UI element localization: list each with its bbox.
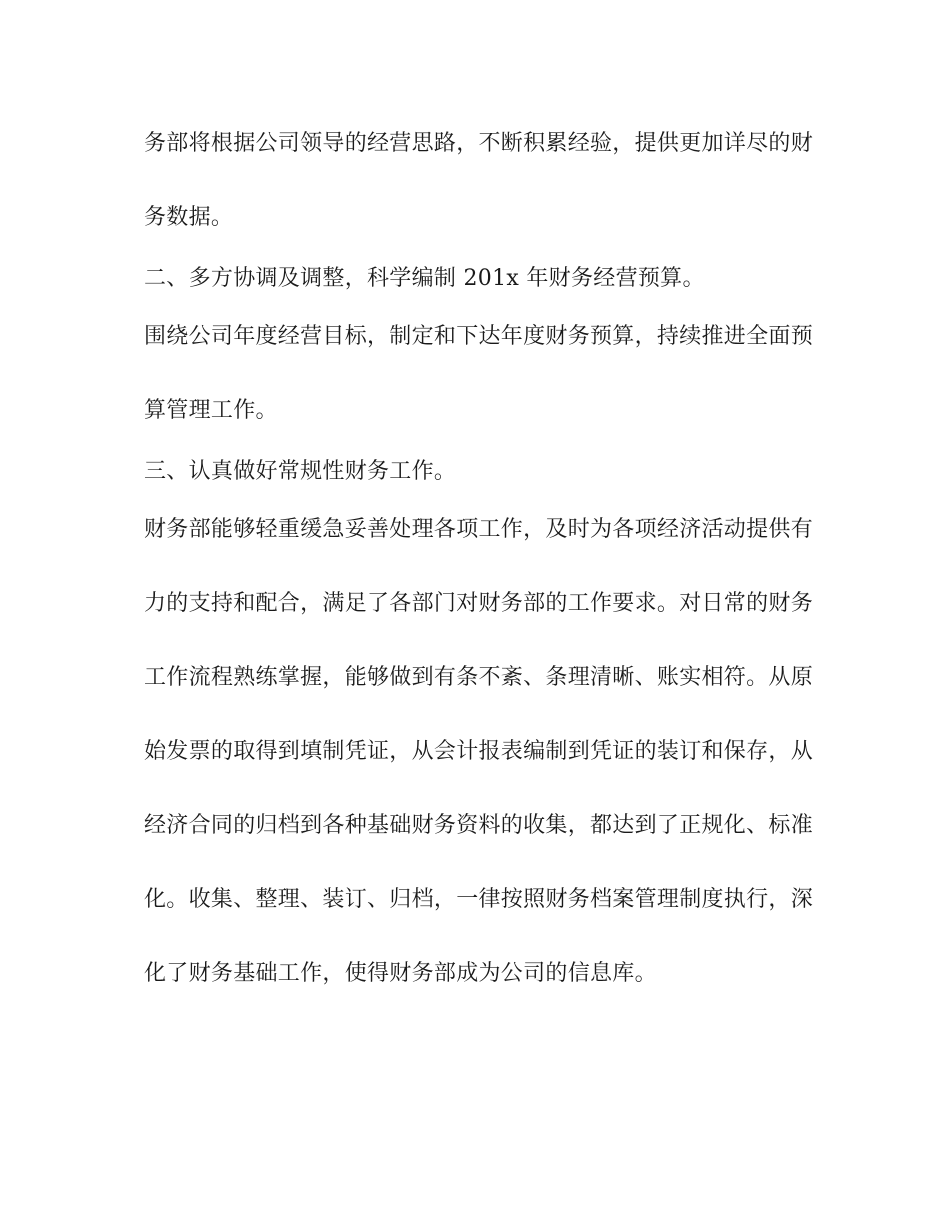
paragraph-line-4: 围绕公司年度经营目标，制定和下达年度财务预算，持续推进全面预 — [144, 324, 814, 349]
paragraph-line-7: 财务部能够轻重缓急妥善处理各项工作，及时为各项经济活动提供有 — [144, 517, 814, 542]
paragraph-line-8: 力的支持和配合，满足了各部门对财务部的工作要求。对日常的财务 — [144, 591, 814, 616]
paragraph-line-5: 算管理工作。 — [144, 398, 278, 423]
paragraph-line-12: 化。收集、整理、装订、归档，一律按照财务档案管理制度执行，深 — [144, 887, 814, 912]
paragraph-line-11: 经济合同的归档到各种基础财务资料的收集，都达到了正规化、标准 — [144, 813, 814, 838]
section-heading-2: 二、多方协调及调整，科学编制 201x 年财务经营预算。 — [144, 266, 705, 291]
paragraph-line-9: 工作流程熟练掌握，能够做到有条不紊、条理清晰、账实相符。从原 — [144, 665, 814, 690]
section-heading-3: 三、认真做好常规性财务工作。 — [144, 459, 457, 484]
paragraph-line-1: 务部将根据公司领导的经营思路，不断积累经验，提供更加详尽的财 — [144, 131, 814, 156]
paragraph-line-10: 始发票的取得到填制凭证，从会计报表编制到凭证的装订和保存，从 — [144, 739, 814, 764]
paragraph-line-13: 化了财务基础工作，使得财务部成为公司的信息库。 — [144, 961, 657, 986]
paragraph-line-2: 务数据。 — [144, 205, 234, 230]
